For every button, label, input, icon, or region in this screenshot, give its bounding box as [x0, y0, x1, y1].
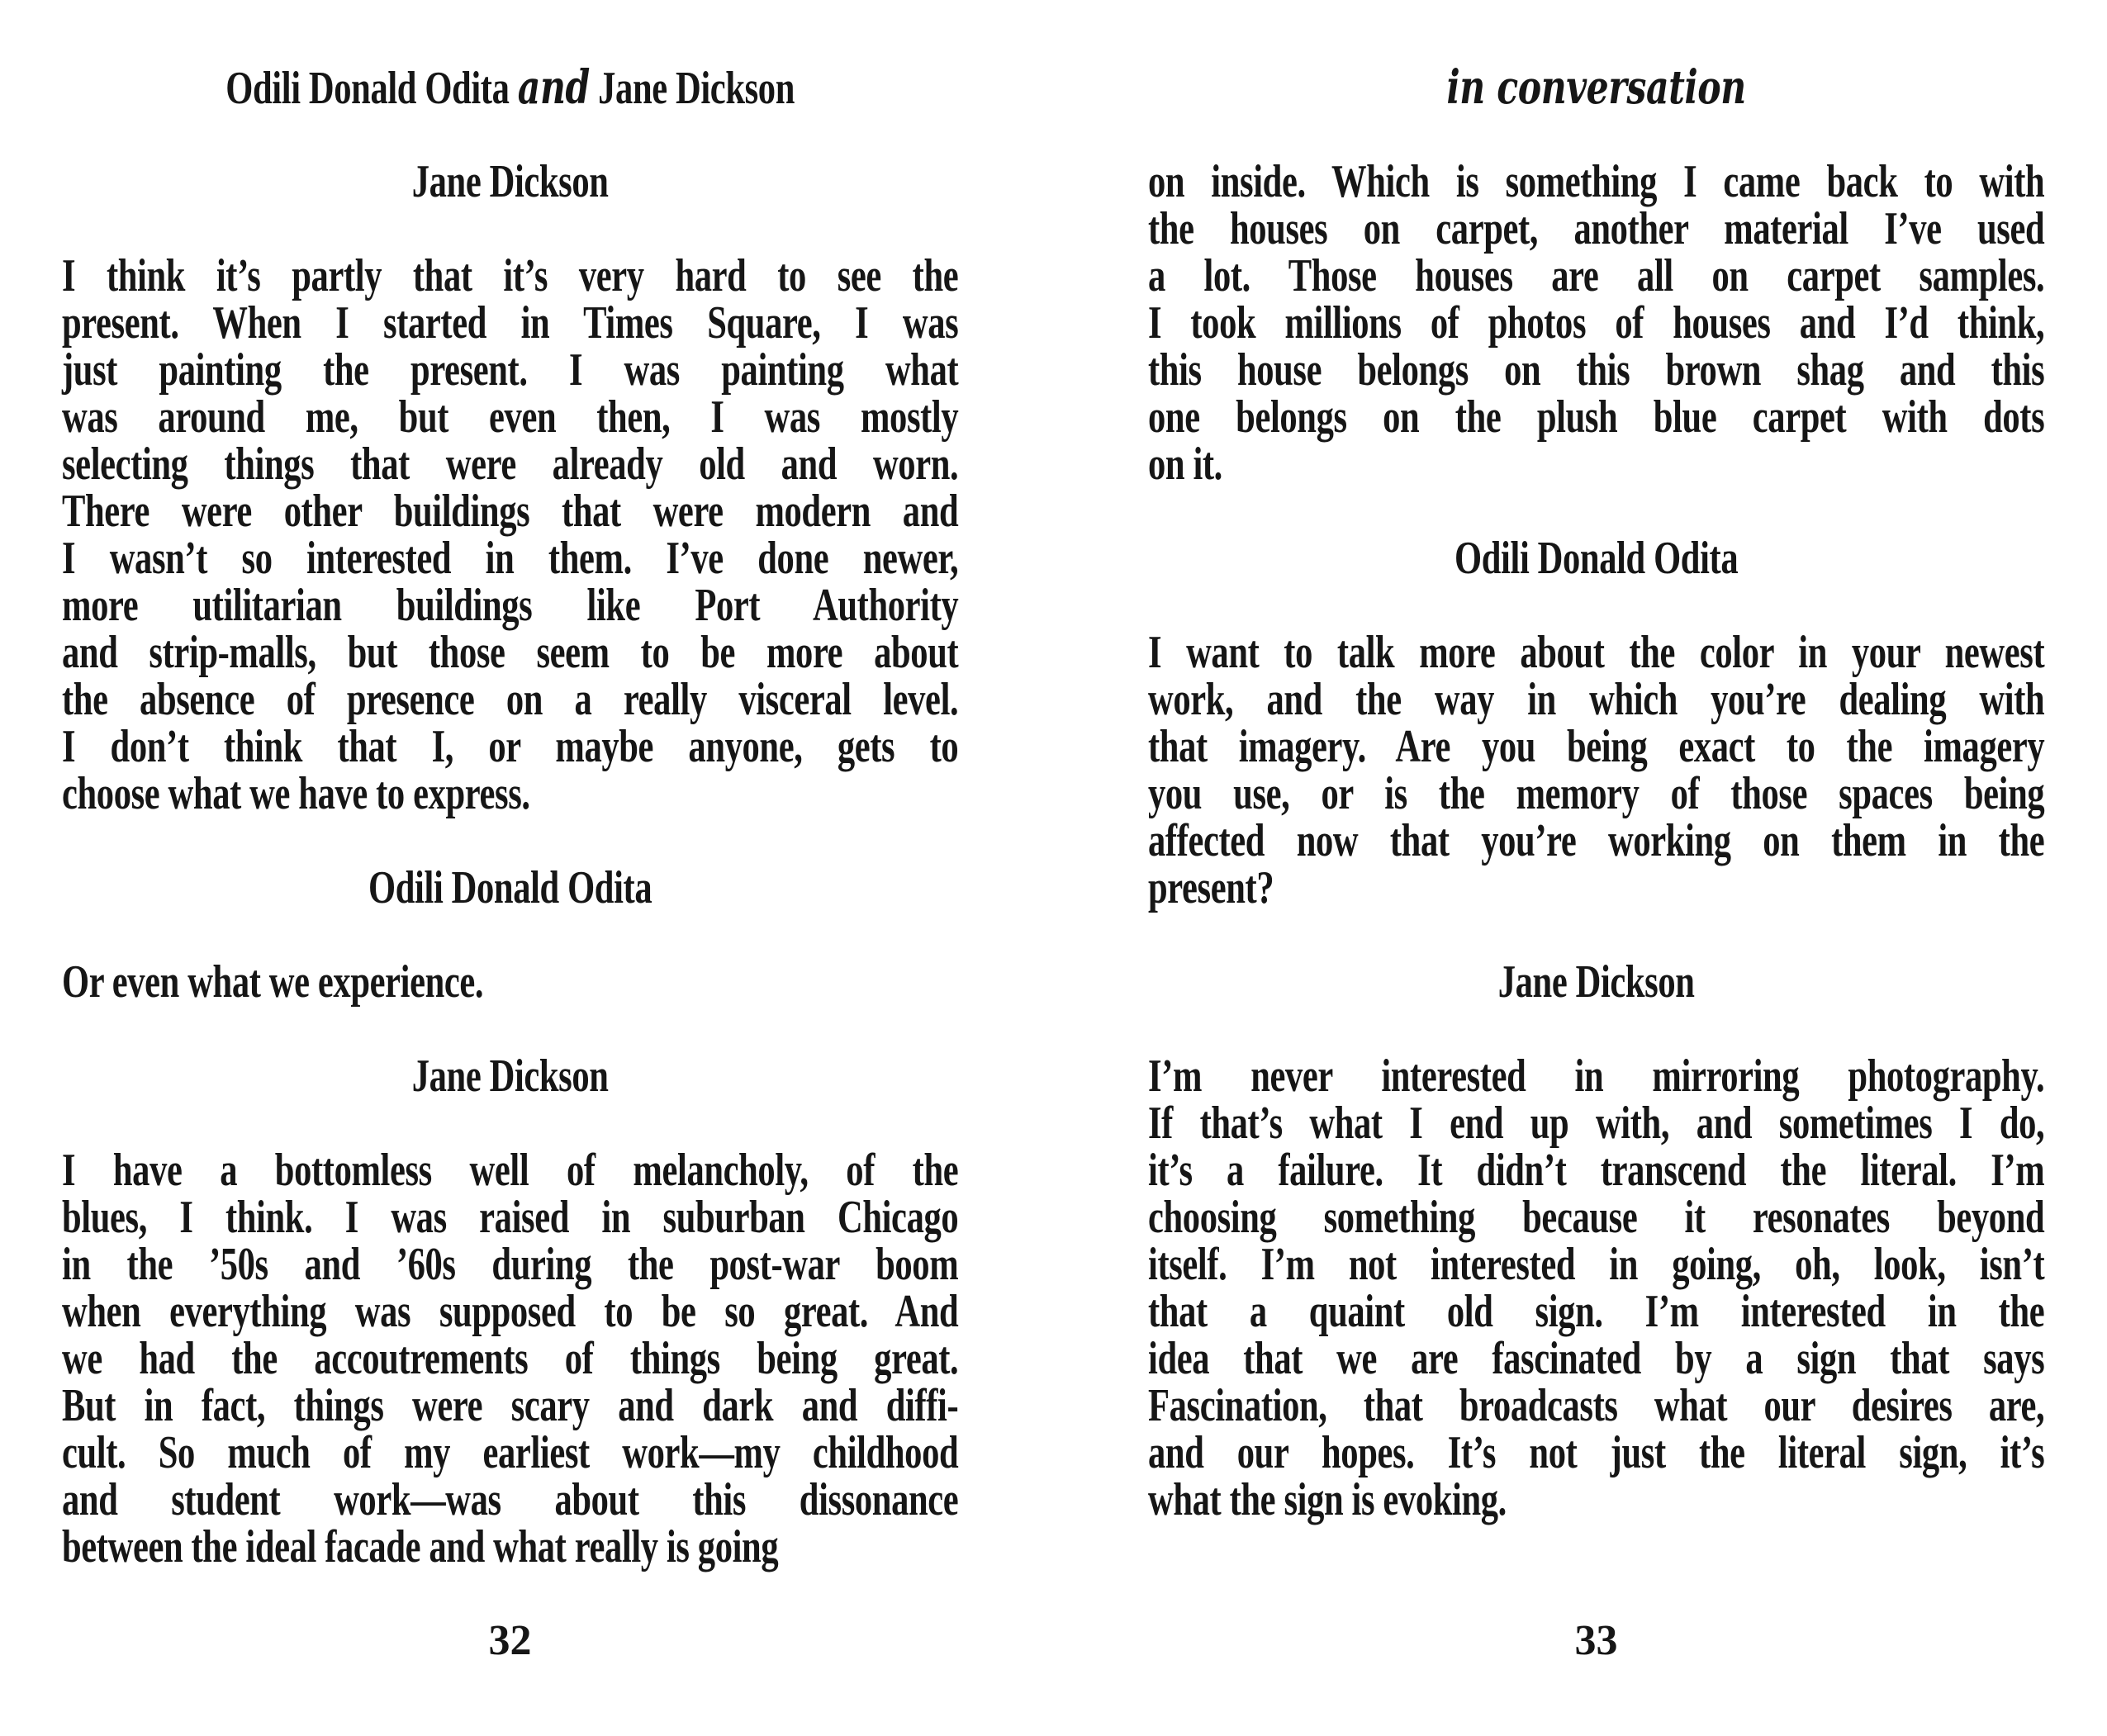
speaker-heading: Jane Dickson — [411, 156, 609, 207]
text-line: work, and the way in which you’re dealing with — [1148, 674, 2045, 725]
header-decorative-text: in conversation — [1446, 60, 1746, 115]
text-line: I’m never interested in mirroring photography. — [1148, 1051, 2045, 1102]
text-line: Or even what we experience. — [62, 956, 484, 1008]
speaker-heading: Odili Donald Odita — [1454, 533, 1739, 584]
text-line: I wasn’t so interested in them. I’ve done newer, — [62, 533, 959, 584]
text-line: idea that we are fascinated by a sign that says — [1148, 1333, 2045, 1384]
text-line: that a quaint old sign. I’m interested in the — [1148, 1286, 2045, 1337]
text-line: between the ideal facade and what really is going — [62, 1521, 779, 1572]
text-line: the absence of presence on a really visceral level. — [62, 674, 959, 725]
text-line: on it. — [1148, 439, 1222, 490]
page-left — [62, 60, 1241, 1664]
text-line: choose what we have to express. — [62, 768, 530, 819]
text-line: present. When I started in Times Square, I was — [62, 297, 959, 349]
text-line: But in fact, things were scary and dark and diffi- — [62, 1380, 959, 1431]
text-line: the houses on carpet, another material I’ve used — [1148, 203, 2045, 254]
text-line: and our hopes. It’s not just the literal sign, it’s — [1148, 1427, 2045, 1478]
text-line: Fascination, that broadcasts what our desires are, — [1148, 1380, 2045, 1431]
text-line: we had the accoutrements of things being great. — [62, 1333, 959, 1384]
text-line: this house belongs on this brown shag and this — [1148, 344, 2045, 396]
dialogue-paragraph — [1148, 156, 2045, 490]
text-line: one belongs on the plush blue carpet with dots — [1148, 391, 2045, 443]
text-line: selecting things that were already old and worn. — [62, 439, 959, 490]
text-line: I want to talk more about the color in your newest — [1148, 627, 2045, 678]
page-number: 32 — [488, 1617, 532, 1664]
text-line: and strip-malls, but those seem to be more about — [62, 627, 959, 678]
text-line: in the ’50s and ’60s during the post-war boom — [62, 1239, 959, 1290]
dialogue-paragraph — [62, 250, 959, 819]
page-header — [1148, 60, 2044, 115]
text-line: was around me, but even then, I was mostly — [62, 391, 959, 443]
text-line: and student work—was about this dissonance — [62, 1474, 959, 1525]
text-line: you use, or is the memory of those spaces being — [1148, 768, 2045, 819]
dialogue-paragraph — [62, 956, 958, 1008]
dialogue-paragraph — [1148, 629, 2044, 912]
page-header — [62, 60, 958, 115]
text-line: I took millions of photos of houses and I’d think, — [1148, 297, 2045, 349]
text-line: I don’t think that I, or maybe anyone, gets to — [62, 721, 959, 772]
text-line: I have a bottomless well of melancholy, of the — [62, 1145, 959, 1196]
text-line: more utilitarian buildings like Port Authority — [62, 580, 959, 631]
header-text: Jane Dickson — [589, 63, 795, 114]
dialogue-paragraph — [62, 1147, 958, 1571]
text-line: that imagery. Are you being exact to the imagery — [1148, 721, 2045, 772]
text-line: it’s a failure. It didn’t transcend the literal. I’m — [1148, 1145, 2045, 1196]
header-decorative-text: and — [517, 60, 590, 115]
text-line: present? — [1148, 862, 1274, 913]
speaker-heading: Jane Dickson — [411, 1051, 609, 1102]
text-line: a lot. Those houses are all on carpet samples. — [1148, 250, 2045, 301]
page-right — [1148, 60, 2107, 1664]
page-right-content — [1148, 60, 2045, 1525]
text-line: If that’s what I end up with, and sometimes I do, — [1148, 1098, 2045, 1149]
text-line: cult. So much of my earliest work—my childhood — [62, 1427, 959, 1478]
text-line: on inside. Which is something I came back to with — [1148, 156, 2045, 207]
text-line: what the sign is evoking. — [1148, 1474, 1507, 1525]
text-line: I think it’s partly that it’s very hard to see the — [62, 250, 959, 301]
page-body — [1148, 156, 2045, 1525]
page-left-content — [62, 60, 959, 1572]
page-number: 33 — [1574, 1617, 1618, 1664]
text-line: just painting the present. I was painting what — [62, 344, 959, 396]
speaker-heading: Jane Dickson — [1497, 956, 1695, 1008]
header-text: Odili Donald Odita — [225, 63, 518, 114]
dialogue-paragraph — [1148, 1053, 2044, 1524]
text-line: blues, I think. I was raised in suburban Chicago — [62, 1192, 959, 1243]
text-line: There were other buildings that were modern and — [62, 486, 959, 537]
text-line: itself. I’m not interested in going, oh, look, isn’t — [1148, 1239, 2045, 1290]
page-body — [62, 156, 959, 1572]
speaker-heading: Odili Donald Odita — [368, 862, 653, 913]
text-line: affected now that you’re working on them in the — [1148, 815, 2045, 866]
text-line: when everything was supposed to be so great. And — [62, 1286, 959, 1337]
text-line: choosing something because it resonates beyond — [1148, 1192, 2045, 1243]
